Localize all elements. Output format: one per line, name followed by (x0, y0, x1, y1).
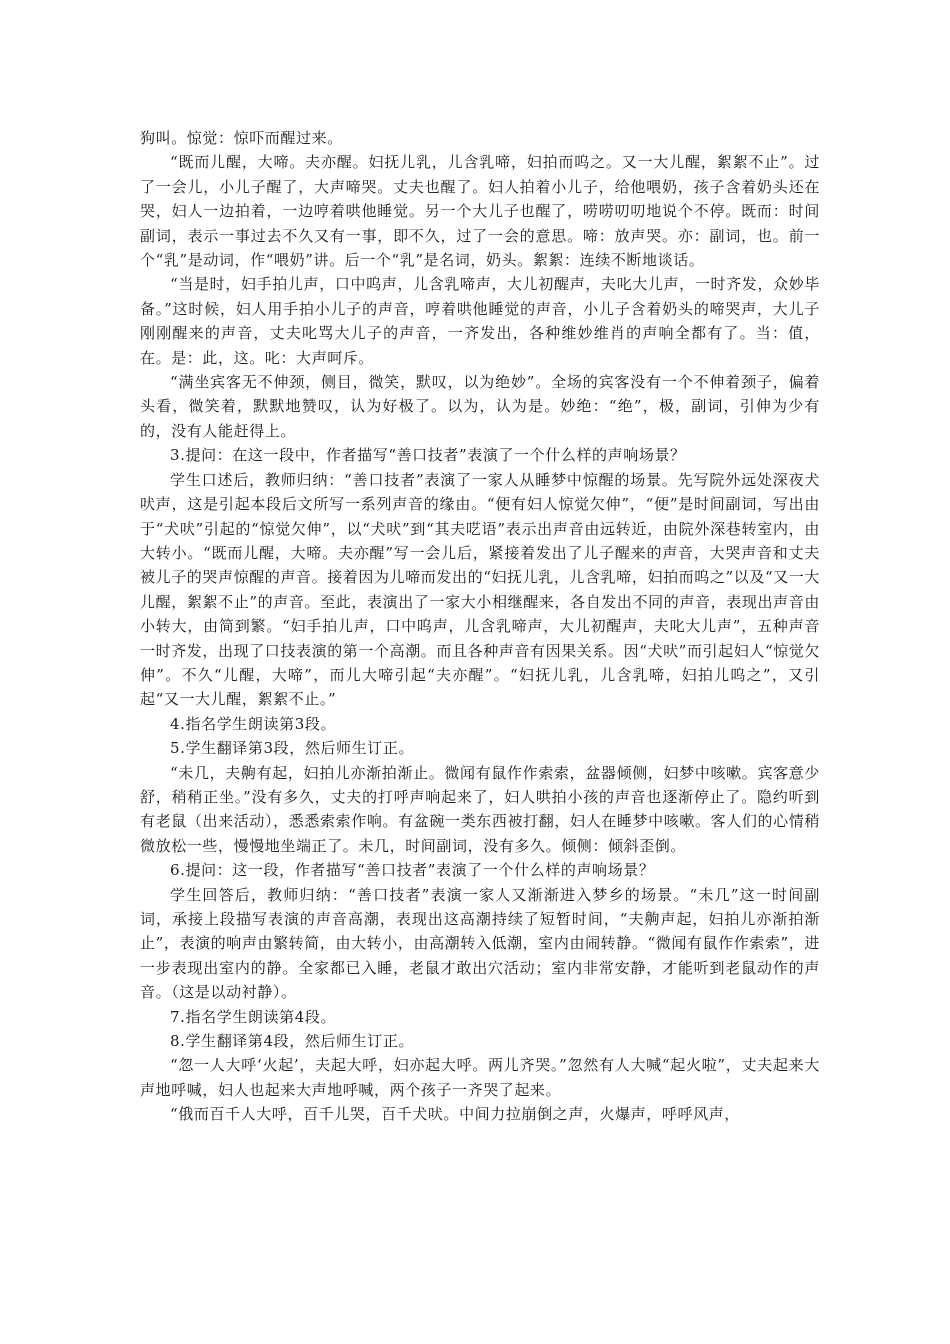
question-item: 6.提问：这一段，作者描写“善口技者”表演了一个什么样的声响场景？ (170, 861, 655, 880)
paragraph-continued: 狗叫。惊觉：惊吓而醒过来。 (140, 129, 343, 147)
paragraph: “俄而百千人大呼，百千儿哭，百千犬吠。中间力拉崩倒之声，火爆声，呼呼风声， (170, 1105, 740, 1124)
instruction-item: 5.学生翻译第3段，然后师生订正。 (170, 739, 415, 758)
instruction-item: 7.指名学生朗读第4段。 (170, 1007, 337, 1026)
paragraph: 学生口述后，教师归纳：“善口技者”表演了一家人从睡梦中惊醒的场景。先写院外远处深夜犬吠声，这是引起本段后文所写一系列声音的缘由。“便有妇人惊觉欠伸”，“便”是时间副词，写出由于“犬吠”引起的“惊觉欠伸”，以“犬吠”到“其夫呓语”表示出声音由远转近，由院外深巷转室内，由大转小。“既而儿醒，大啼。夫亦醒”写一会儿后，紧接着发出了儿子醒来的声音，大哭声音和丈夫被儿子的哭声惊醒的声音。接着因为儿啼而发出的“妇抚儿乳，儿含乳啼，妇拍而呜之”以及“又一大儿醒，絮絮不止”的声音。至此，表演出了一家大小相继醒来，各自发出不同的声音，表现出声音由小转大，由简到繁。“妇手拍儿声，口中呜声，儿含乳啼声，大儿初醒声，夫叱大儿声”，五种声音一时齐发，出现了口技表演的第一个高潮。而且各种声音有因果关系。因“犬吠”而引起妇人“惊觉欠伸”。不久“儿醒，大啼”，而儿大啼引起“夫亦醒”。“妇抚儿乳，儿含乳啼，妇拍儿呜之”，又引起“又一大儿醒，絮絮不止。” (140, 470, 821, 709)
instruction-item: 4.指名学生朗读第3段。 (170, 714, 337, 733)
paragraph: “当是时，妇手拍儿声，口中呜声，儿含乳啼声，大儿初醒声，夫叱大儿声，一时齐发，众妙毕备。”这时候，妇人用手拍小儿子的声音，哼着哄他睡觉的声音，小儿子含着奶头的啼哭声，大儿子刚刚醒来的声音，丈夫叱骂大儿子的声音，一齐发出，各种维妙维肖的声响全都有了。当：值，在。是：此，这。叱：大声呵斥。 (140, 275, 820, 367)
paragraph: “既而儿醒，大啼。夫亦醒。妇抚儿乳，儿含乳啼，妇拍而呜之。又一大儿醒，絮絮不止”。过了一会儿，小儿子醒了，大声啼哭。丈夫也醒了。妇人拍着小儿子，给他喂奶，孩子含着奶头还在哭，妇人一边拍着，一边哼着哄他睡觉。另一个大儿子也醒了，唠唠叨叨地说个不停。既而：时间副词，表示一事过去不久又有一事，即不久，过了一会的意思。啼：放声哭。亦：副词，也。前一个“乳”是动词，作“喂奶”讲。后一个“乳”是名词，奶头。絮絮：连续不断地谈话。 (140, 153, 820, 270)
document-body (140, 126, 820, 1127)
instruction-item: 8.学生翻译第4段，然后师生订正。 (170, 1032, 415, 1051)
paragraph: 学生回答后，教师归纳：“善口技者”表演一家人又渐渐进入梦乡的场景。“未几”这一时间副词，承接上段描写表演的声音高潮，表现出这高潮持续了短暂时间，“夫齁声起，妇拍儿亦渐拍渐止”，表演的响声由繁转简，由大转小，由高潮转入低潮，室内由闹转静。“微闻有鼠作作索索”，进一步表现出室内的静。全家都已入睡，老鼠才敢出穴活动；室内非常安静，才能听到老鼠动作的声音。（这是以动衬静）。 (140, 885, 821, 1002)
question-item: 3.提问：在这一段中，作者描写“善口技者”表演了一个什么样的声响场景？ (170, 446, 686, 465)
paragraph: “忽一人大呼‘火起’，夫起大呼，妇亦起大呼。两儿齐哭。”忽然有人大喊“起火啦”，丈夫起来大声地呼喊，妇人也起来大声地呼喊，两个孩子一齐哭了起来。 (140, 1056, 820, 1099)
paragraph: “未几，夫齁有起，妇拍儿亦渐拍渐止。微闻有鼠作作索索，盆器倾侧，妇梦中咳嗽。宾客意少舒，稍稍正坐。”没有多久，丈夫的打呼声响起来了，妇人哄拍小孩的声音也逐渐停止了。隐约听到有老鼠（出来活动），悉悉索索作响。有盆碗一类东西被打翻，妇人在睡梦中咳嗽。客人们的心情稍微放松一些，慢慢地坐端正了。未几，时间副词，没有多久。倾侧：倾斜歪倒。 (140, 763, 820, 855)
paragraph: “满坐宾客无不伸颈，侧目，微笑，默叹，以为绝妙”。全场的宾客没有一个不伸着颈子，偏着头看，微笑着，默默地赞叹，认为好极了。以为，认为是。妙绝：“绝”，极，副词，引伸为少有的，没有人能赶得上。 (140, 373, 820, 440)
